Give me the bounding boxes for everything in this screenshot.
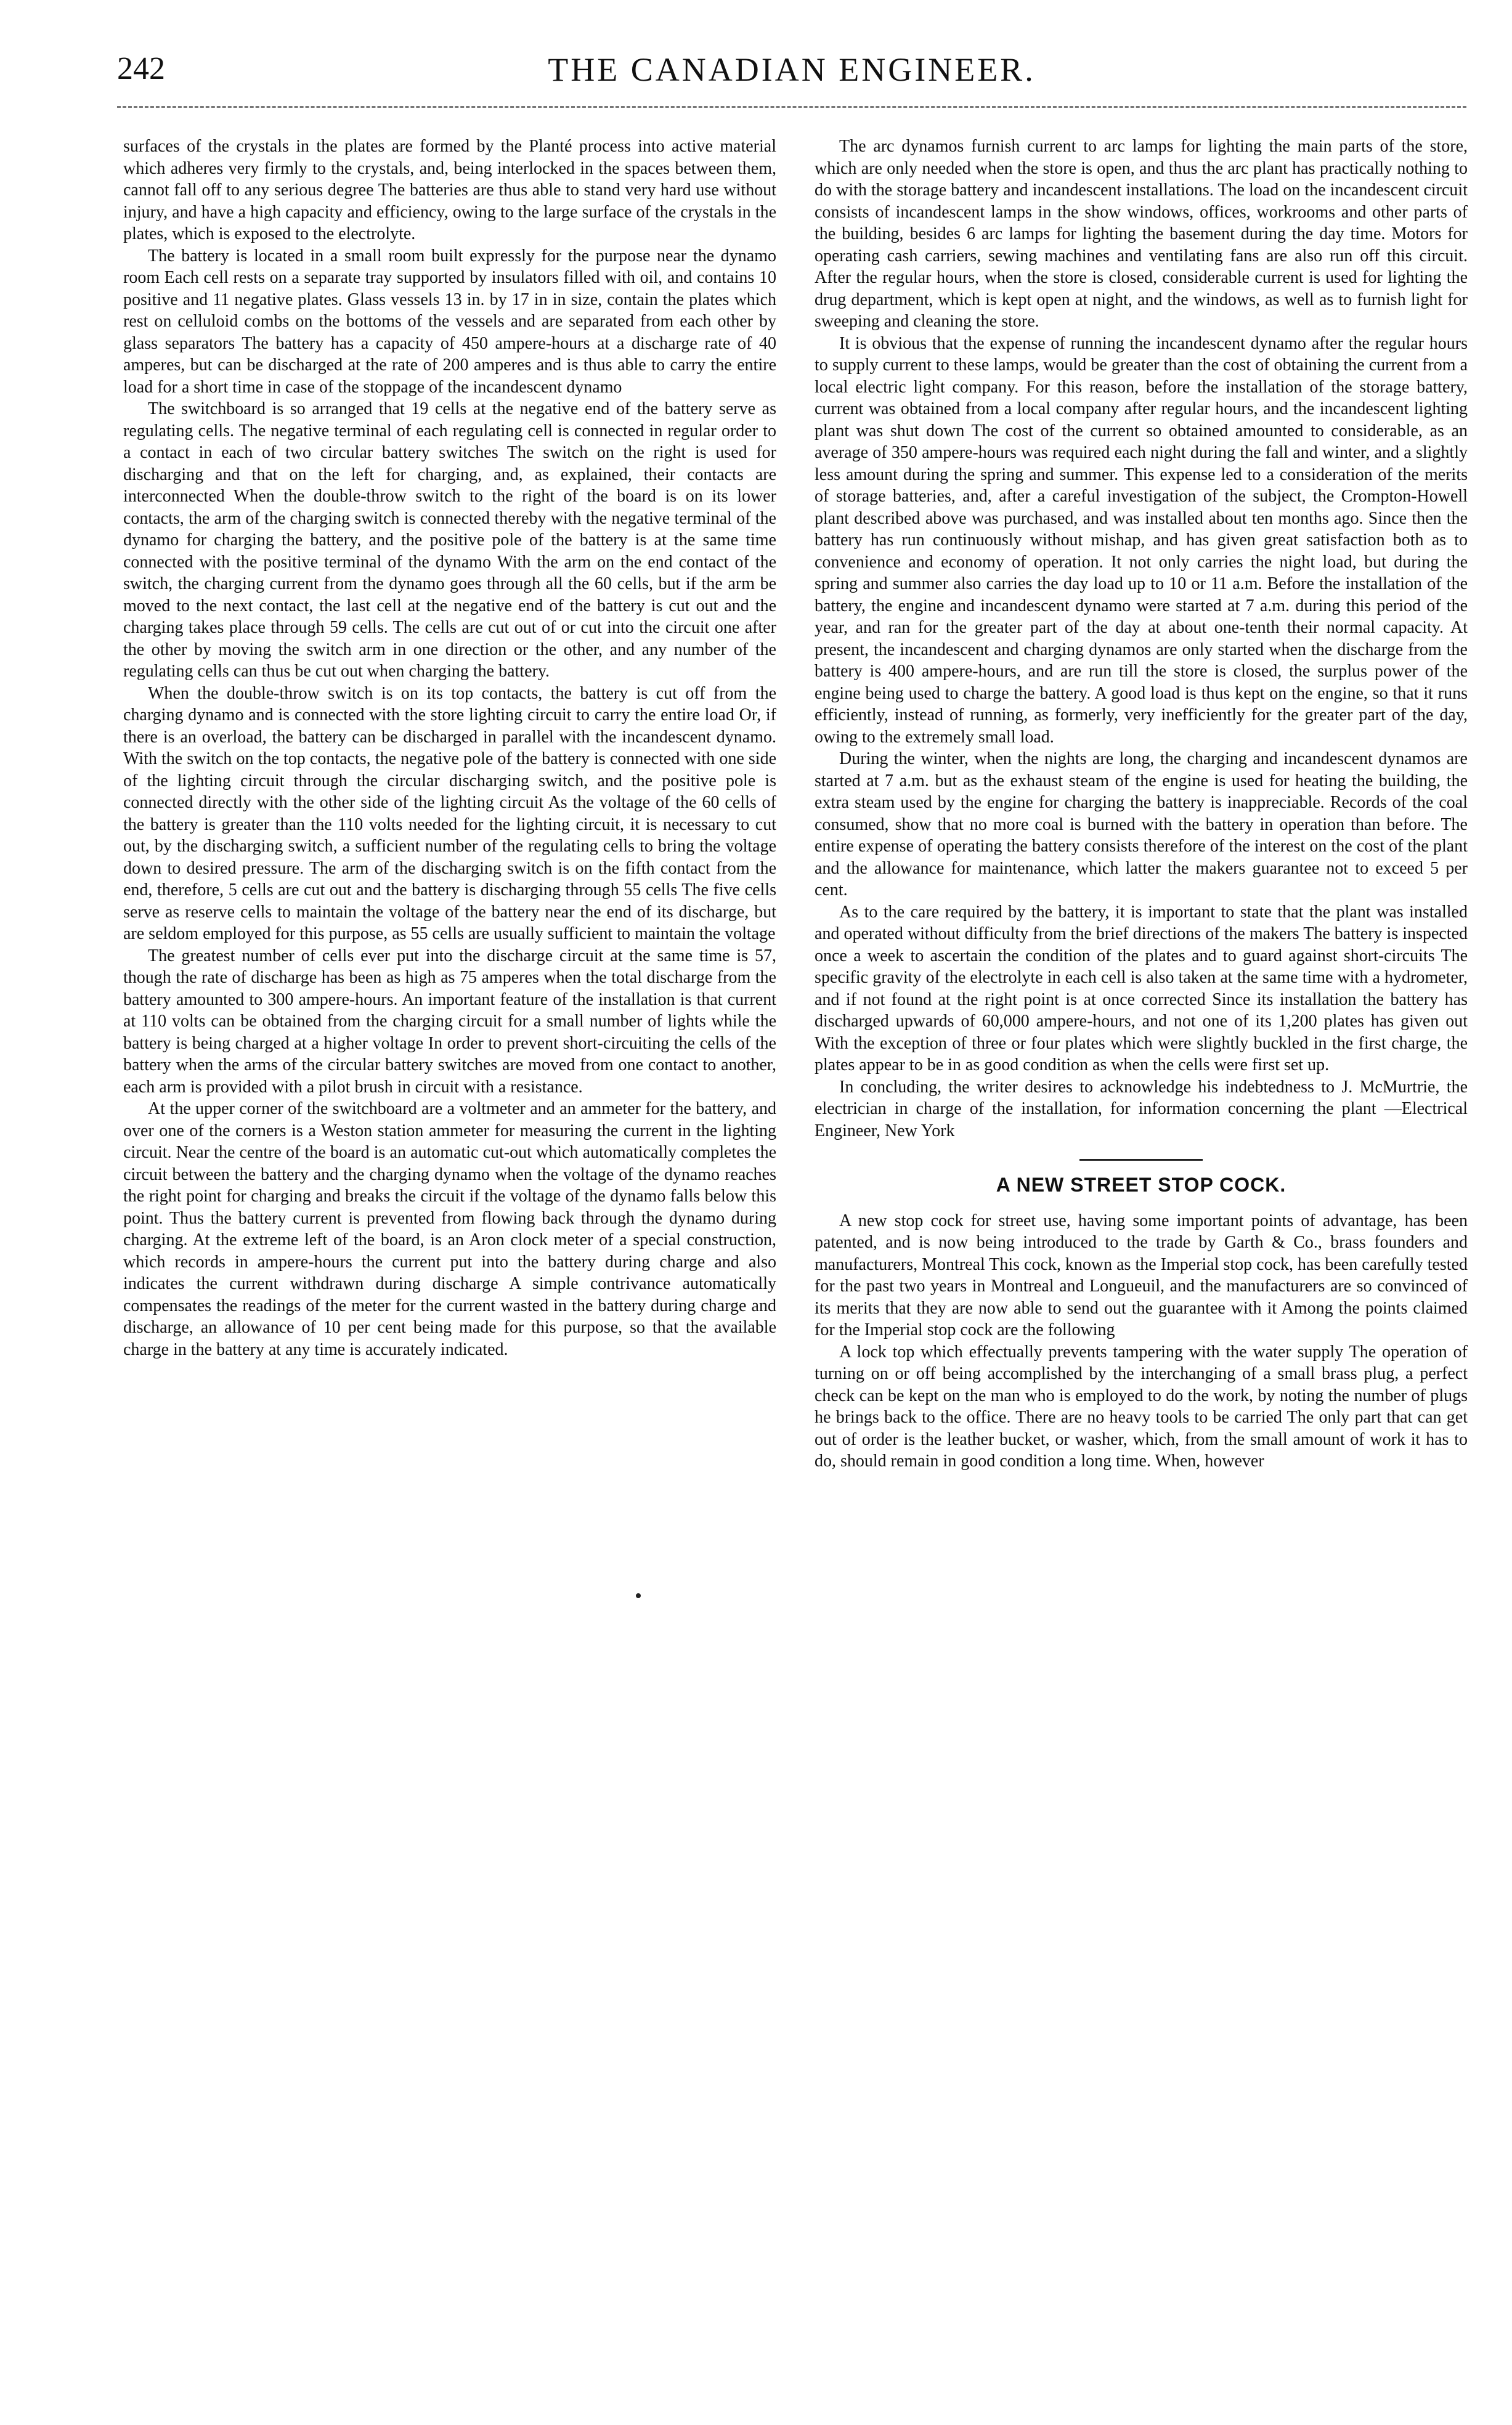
paragraph: At the upper corner of the switchboard are a voltmeter and an ammeter for the battery, and over one of the corners is a Weston station ammeter for measuring the current in the lighting circuit. Near the centre of the board is an automatic cut-out which automatically completes the circuit between the battery and the charging dynamo when the voltage of the dynamo reaches the right point for charging and breaks the circuit if the voltage of the dynamo falls below this point. Thus the battery current is prevented from flowing back through the dynamo during charging. At the extreme left of the board, is an Aron clock meter of a special construction, which records in ampere-hours the current put into the battery during charge and also indicates the current withdrawn during discharge A simple contrivance automatically compensates the readings of the meter for the current wasted in the battery during charge and discharge, an allowance of 10 per cent being made for this purpose, so that the available charge in the battery at any time is accurately indicated. <box>123 1099 776 1359</box>
paragraph: When the double-throw switch is on its top contacts, the battery is cut off from the charging dynamo and is connected with the store lighting circuit to carry the entire load Or, if there is an overload, the battery can be discharged in parallel with the incandescent dynamo. With the switch on the top contacts, the negative pole of the battery is connected with one side of the lighting circuit through the circular discharging switch, and the positive pole is connected directly with the other side of the lighting circuit As the voltage of the 60 cells of the battery is greater than the 110 volts needed for the lighting circuit, it is necessary to cut out, by the discharging switch, a sufficient number of the regulating cells to bring the voltage down to desired pressure. The arm of the discharging switch is on the fifth contact from the end, therefore, 5 cells are cut out and the battery is discharging through 55 cells The five cells serve as reserve cells to maintain the voltage of the battery near the end of its discharge, but are seldom employed for this purpose, as 55 cells are usually sufficient to maintain the voltage <box>123 683 776 943</box>
paragraph: In concluding, the writer desires to acknowledge his indebtedness to J. McMurtrie, the electrician in charge of the installation, for information concerning the plant —Electrical Engineer, New York <box>815 1077 1468 1140</box>
paragraph: As to the care required by the battery, it is important to state that the plant was installed and operated without difficulty from the brief directions of the makers The battery is inspected once a week to ascertain the condition of the plates and to guard against short-circuits The specific gravity of the electrolyte in each cell is also taken at the same time with a hydrometer, and if not found at the right point is at once corrected Since its installation the battery has discharged upwards of 60,000 ampere-hours, and not one of its 1,200 plates has given out With the exception of three or four plates which were slightly buckled in the first charge, the plates appear to be in as good condition as when the cells were first set up. <box>815 902 1468 1074</box>
margin-dot <box>636 1593 641 1598</box>
article-heading: A NEW STREET STOP COCK. <box>996 1174 1286 1196</box>
paragraph: During the winter, when the nights are long, the charging and incandescent dynamos are started at 7 a.m. but as the exhaust steam of the engine is used for heating the building, the extra steam used by the engine for charging the battery is inappreciable. Records of the coal consumed, show that no more coal is burned with the battery in operation than before. The entire expense of operating the battery consists therefore of the interest on the cost of the plant and the allowance for maintenance, which latter the makers guarantee not to exceed 5 per cent. <box>815 749 1468 900</box>
paragraph: A new stop cock for street use, having some important points of advantage, has been patented, and is now being introduced to the trade by Garth & Co., brass founders and manufacturers, Montreal This cock, known as the Imperial stop cock, has been carefully tested for the past two years in Montreal and Longueuil, and the manufacturers are so convinced of its merits that they are now able to send out the guarantee with it Among the points claimed for the Imperial stop cock are the following <box>815 1211 1468 1339</box>
left-column <box>123 136 776 2403</box>
paragraph: The arc dynamos furnish current to arc lamps for lighting the main parts of the store, which are only needed when the store is open, and thus the arc plant has practically nothing to do with the storage battery and incandescent installations. The load on the incandescent circuit consists of incandescent lamps in the show windows, offices, workrooms and other parts of the building, besides 6 arc lamps for lighting the basement during the day time. Motors for operating cash carriers, sewing machines and ventilating fans are also run off this circuit. After the regular hours, when the store is closed, considerable current is used for lighting the drug department, which is kept open at night, and the windows, as well as to furnish light for sweeping and cleaning the store. <box>815 137 1468 331</box>
header-rule <box>117 106 1466 108</box>
paragraph: surfaces of the crystals in the plates are formed by the Planté process into active material which adheres very firmly to the crystals, and, being interlocked in the spaces between them, cannot fall off to any serious degree The batteries are thus able to stand very hard use without injury, and have a high capacity and efficiency, owing to the large surface of the crystals in the plates, which is exposed to the electrolyte. <box>123 137 776 243</box>
right-column <box>815 136 1468 2403</box>
page-header <box>117 51 1466 106</box>
page-number: 242 <box>117 51 165 86</box>
article-separator <box>1079 1159 1203 1161</box>
paragraph: The switchboard is so arranged that 19 cells at the negative end of the battery serve as regulating cells. The negative terminal of each regulating cell is connected in regular order to a contact in each of two circular battery switches The switch on the right is used for discharging and that on the left for charging, and, as explained, their contacts are interconnected When the double-throw switch to the right of the board is on its lower contacts, the arm of the charging switch is connected thereby with the negative terminal of the dynamo for charging the battery, and the positive pole of the battery is at the same time connected with the positive terminal of the dynamo With the arm on the end contact of the switch, the charging current from the dynamo goes through all the 60 cells, but if the arm be moved to the next contact, the last cell at the negative end of the battery is cut out and the charging takes place through 59 cells. The cells are cut out of or cut into the circuit one after the other by moving the switch arm in one direction or the other, and any number of the regulating cells can thus be cut out when charging the battery. <box>123 399 776 681</box>
journal-title: THE CANADIAN ENGINEER. <box>548 51 1036 88</box>
paragraph: The greatest number of cells ever put into the discharge circuit at the same time is 57, though the rate of discharge has been as high as 75 amperes when the total discharge from the battery amounted to 300 ampere-hours. An important feature of the installation is that current at 110 volts can be obtained from the charging circuit for a small number of lights while the battery is being charged at a higher voltage In order to prevent short-circuiting the cells of the battery when the arms of the circular battery switches are moved from one contact to another, each arm is provided with a pilot brush in circuit with a resistance. <box>123 946 776 1097</box>
paragraph: It is obvious that the expense of running the incandescent dynamo after the regular hours to supply current to these lamps, would be greater than the cost of obtaining the current from a local electric light company. For this reason, before the installation of the storage battery, current was obtained from a local company after regular hours, and the incandescent lighting plant was shut down The cost of the current so obtained amounted to considerable, as an average of 350 ampere-hours was required each night during the fall and winter, and a slightly less amount during the spring and summer. This expense led to a consideration of the merits of storage batteries, and, after a careful investigation of the subject, the Crompton-Howell plant described above was purchased, and was installed about ten months ago. Since then the battery has run continuously without mishap, and has given great satisfaction both as to convenience and economy of operation. It not only carries the night load, but during the spring and summer also carries the day load up to 10 or 11 a.m. Before the installation of the battery, the engine and incandescent dynamo were started at 7 a.m. during this period of the year, and ran for the greater part of the day at about one-tenth their normal capacity. At present, the incandescent and charging dynamos are only started when the discharge from the battery is 400 ampere-hours, and are run till the store is closed, the surplus power of the engine being used to charge the battery. A good load is thus kept on the engine, so that it runs efficiently, instead of running, as formerly, very inefficiently for the greater part of the day, owing to the extremely small load. <box>815 333 1468 747</box>
paragraph: The battery is located in a small room built expressly for the purpose near the dynamo room Each cell rests on a separate tray supported by insulators filled with oil, and contains 10 positive and 11 negative plates. Glass vessels 13 in. by 17 in in size, contain the plates which rest on celluloid combs on the bottoms of the vessels and are separated from each other by glass separators The battery has a capacity of 450 ampere-hours at a discharge rate of 40 amperes, but can be discharged at the rate of 200 amperes and is thus able to carry the entire load for a short time in case of the stoppage of the incandescent dynamo <box>123 246 776 397</box>
paragraph: A lock top which effectually prevents tampering with the water supply The operation of turning on or off being accomplished by the interchanging of a small brass plug, a perfect check can be kept on the man who is employed to do the work, by noting the number of plugs he brings back to the office. There are no heavy tools to be carried The only part that can get out of order is the leather bucket, or washer, which, from the small amount of work it has to do, should remain in good condition a long time. When, however <box>815 1342 1468 1471</box>
